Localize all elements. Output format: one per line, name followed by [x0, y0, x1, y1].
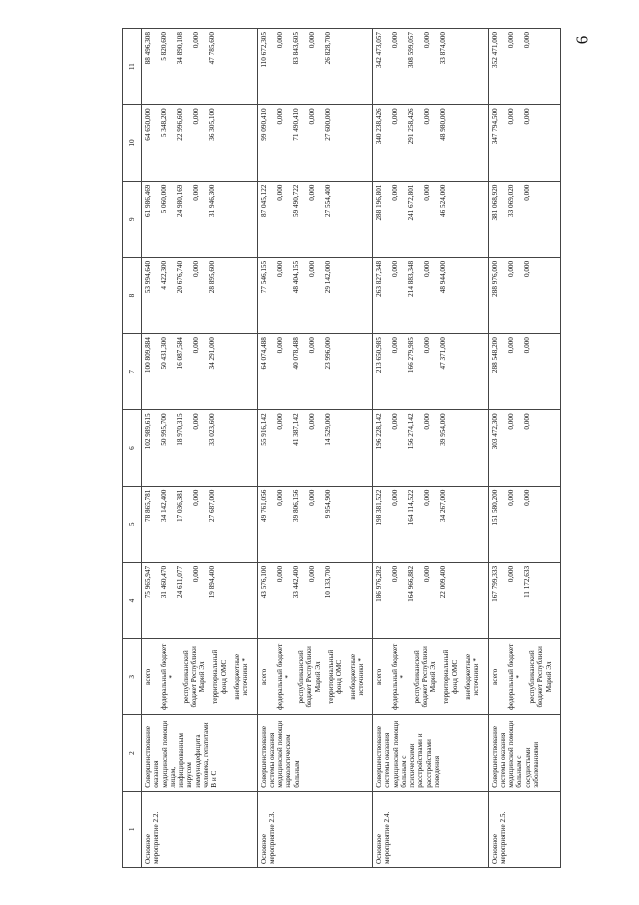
amount-column-7 [373, 334, 489, 410]
amount-value: 151 580,200 [490, 489, 499, 526]
amount-value: 0,000 [307, 565, 316, 583]
amount-value: 78 865,781 [144, 489, 152, 523]
header-row [123, 29, 142, 868]
amount-value: 24 980,169 [176, 184, 184, 217]
amount-column-9 [373, 181, 489, 257]
amount-value: 0,000 [391, 337, 400, 354]
event-description: Совершенствование системы оказания медицинской помощи наркологическим больным [257, 715, 373, 791]
amount-value: 352 471,000 [490, 32, 499, 68]
funding-source-label: территориальный фонд ОМС [326, 649, 344, 704]
amount-value: 64 650,000 [144, 108, 152, 141]
amount-value: 0,000 [275, 337, 284, 354]
amount-value: 0,000 [192, 489, 200, 506]
amount-value: 0,000 [506, 413, 515, 430]
amount-column-11 [488, 29, 560, 105]
amount-value: 17 036,381 [176, 489, 184, 523]
funding-sources [373, 639, 489, 715]
amount-value: 5 348,200 [160, 108, 168, 138]
amount-value: 27 600,000 [323, 108, 332, 141]
amount-value: 214 883,348 [407, 260, 416, 297]
funding-source-label: всего [144, 668, 152, 685]
amount-value: 11 172,633 [522, 565, 531, 599]
amount-value: 0,000 [307, 108, 316, 125]
amount-value: 110 672,305 [259, 32, 268, 68]
amount-value: 59 490,722 [291, 184, 300, 217]
amount-value: 64 074,488 [259, 337, 268, 370]
amount-column-11 [373, 29, 489, 105]
amount-value: 33 874,000 [439, 32, 448, 65]
amount-value: 39 806,156 [291, 489, 300, 523]
amount-value: 0,000 [423, 489, 432, 506]
amount-column-7 [488, 334, 560, 410]
amount-value: 196 228,142 [375, 413, 384, 450]
amount-column-8 [373, 257, 489, 333]
header-col-9: 9 [123, 181, 142, 257]
amount-value: 0,000 [307, 337, 316, 354]
funding-source-label: федеральный бюджет * [160, 643, 177, 710]
amount-value: 0,000 [506, 337, 515, 354]
amount-value: 0,000 [391, 260, 400, 278]
amount-column-8 [257, 257, 373, 333]
amount-value: 19 894,400 [208, 565, 216, 599]
amount-value: 27 554,400 [323, 184, 332, 217]
amount-value: 164 114,522 [407, 489, 416, 526]
amount-value: 34 890,108 [176, 32, 184, 65]
amount-value: 0,000 [307, 184, 316, 201]
amount-value: 156 274,142 [407, 413, 416, 450]
amount-value: 0,000 [192, 260, 200, 278]
amount-column-8 [488, 257, 560, 333]
amount-value: 71 490,410 [291, 108, 300, 141]
amount-value: 4 422,300 [160, 260, 168, 290]
event-description: Совершенствование системы оказания медицинской помощи больным с сосудистыми заболеваниями [488, 715, 560, 791]
amount-value: 0,000 [192, 565, 200, 583]
amount-value: 48 944,000 [439, 260, 448, 294]
amount-value: 0,000 [522, 413, 531, 430]
amount-value: 50 431,300 [160, 337, 168, 370]
amount-value: 288 548,200 [490, 337, 499, 374]
funding-source-label: территориальный фонд ОМС [211, 649, 228, 704]
rotated-table-sheet [122, 28, 553, 868]
amount-value: 0,000 [506, 108, 515, 125]
amount-column-4 [373, 562, 489, 638]
amount-column-6 [373, 410, 489, 486]
amount-value: 22 996,600 [176, 108, 184, 141]
funding-source-label: всего [375, 668, 384, 685]
funding-source-label: республиканский бюджет Республики Марий Эл [181, 646, 207, 708]
amount-value: 0,000 [506, 489, 515, 506]
amount-value: 53 994,640 [144, 260, 152, 294]
amount-value: 31 460,470 [160, 565, 168, 599]
amount-column-10 [142, 105, 258, 181]
amount-value: 0,000 [391, 184, 400, 201]
amount-value: 75 965,947 [144, 565, 152, 599]
amount-value: 0,000 [192, 413, 200, 430]
amount-value: 47 785,600 [208, 32, 216, 65]
amount-value: 166 279,985 [407, 337, 416, 374]
amount-value: 288 976,000 [490, 260, 499, 297]
amount-value: 342 473,057 [375, 32, 384, 68]
funding-sources [142, 639, 258, 715]
amount-column-8 [142, 257, 258, 333]
amount-value: 186 976,282 [375, 565, 384, 602]
amount-value: 43 576,100 [259, 565, 268, 599]
amount-value: 167 799,333 [490, 565, 499, 602]
amount-column-6 [142, 410, 258, 486]
amount-value: 308 599,057 [407, 32, 416, 68]
amount-column-10 [257, 105, 373, 181]
table-body [142, 29, 561, 868]
amount-value: 0,000 [391, 32, 400, 49]
amount-value: 9 954,900 [323, 489, 332, 519]
amount-value: 20 676,740 [176, 260, 184, 294]
amount-column-10 [488, 105, 560, 181]
funding-source-label: внебюджетные источники * [232, 653, 250, 700]
amount-value: 99 090,410 [259, 108, 268, 141]
funding-sources [488, 639, 560, 715]
amount-value: 0,000 [522, 489, 531, 506]
table-row [257, 29, 373, 868]
amount-value: 0,000 [307, 489, 316, 506]
amount-value: 34 142,400 [160, 489, 168, 523]
amount-column-5 [488, 486, 560, 562]
amount-value: 381 068,920 [490, 184, 499, 221]
amount-value: 34 267,000 [439, 489, 448, 523]
amount-column-7 [142, 334, 258, 410]
amount-value: 36 305,100 [208, 108, 216, 141]
amount-column-9 [142, 181, 258, 257]
amount-value: 241 672,801 [407, 184, 416, 221]
amount-value: 0,000 [275, 260, 284, 278]
funding-source-label: республиканский бюджет Республики Марий Эл [528, 646, 553, 708]
amount-value: 288 196,801 [375, 184, 384, 221]
amount-value: 87 045,122 [259, 184, 268, 217]
amount-value: 40 078,488 [291, 337, 300, 370]
amount-value: 0,000 [506, 32, 515, 49]
amount-value: 303 472,300 [490, 413, 499, 450]
header-col-5: 5 [123, 486, 142, 562]
amount-value: 49 761,056 [259, 489, 268, 523]
event-name: Основное мероприятие 2.5. [488, 791, 560, 867]
funding-source-label: федеральный бюджет * [275, 643, 292, 710]
header-col-10: 10 [123, 105, 142, 181]
event-name: Основное мероприятие 2.4. [373, 791, 489, 867]
amount-value: 0,000 [275, 108, 284, 125]
amount-value: 33 023,600 [208, 413, 216, 446]
amount-value: 28 895,600 [208, 260, 216, 294]
amount-column-5 [257, 486, 373, 562]
amount-value: 0,000 [275, 413, 284, 430]
amount-value: 47 371,000 [439, 337, 448, 370]
amount-column-4 [142, 562, 258, 638]
amount-value: 0,000 [522, 184, 531, 201]
amount-column-7 [257, 334, 373, 410]
event-description: Совершенствование системы оказания медицинской помощи больным с психическими расстройствами и расстройствами поведения [373, 715, 489, 791]
event-name: Основное мероприятие 2.3. [257, 791, 373, 867]
amount-column-6 [257, 410, 373, 486]
amount-value: 0,000 [391, 108, 400, 125]
amount-value: 0,000 [391, 413, 400, 430]
amount-value: 26 828,700 [323, 32, 332, 65]
amount-value: 0,000 [423, 413, 432, 430]
amount-value: 5 060,000 [160, 184, 168, 214]
amount-value: 31 946,300 [208, 184, 216, 217]
event-name: Основное мероприятие 2.2. [142, 791, 258, 867]
amount-value: 100 809,884 [144, 337, 152, 374]
amount-value: 0,000 [423, 337, 432, 354]
amount-value: 0,000 [423, 260, 432, 278]
amount-value: 0,000 [522, 337, 531, 354]
amount-value: 18 970,315 [176, 413, 184, 446]
amount-value: 0,000 [275, 489, 284, 506]
funding-source-label: внебюджетные источники * [464, 653, 481, 700]
funding-source-label: республиканский бюджет Республики Марий Эл [412, 646, 438, 708]
header-col-11: 11 [123, 29, 142, 105]
amount-value: 16 087,584 [176, 337, 184, 370]
amount-value: 0,000 [391, 489, 400, 506]
header-col-4: 4 [123, 562, 142, 638]
amount-column-4 [257, 562, 373, 638]
amount-value: 0,000 [192, 337, 200, 354]
header-col-1: 1 [123, 791, 142, 867]
amount-value: 0,000 [307, 32, 316, 49]
amount-value: 22 009,400 [439, 565, 448, 599]
amount-column-11 [257, 29, 373, 105]
header-col-3: 3 [123, 639, 142, 715]
amount-column-5 [142, 486, 258, 562]
amount-value: 27 687,000 [208, 489, 216, 523]
amount-value: 0,000 [522, 108, 531, 125]
amount-value: 14 529,000 [323, 413, 332, 446]
amount-value: 34 291,000 [208, 337, 216, 370]
amount-value: 0,000 [423, 565, 432, 583]
funding-sources [257, 639, 373, 715]
amount-value: 33 442,400 [291, 565, 300, 599]
amount-column-5 [373, 486, 489, 562]
amount-value: 61 986,469 [144, 184, 152, 217]
amount-value: 33 069,020 [506, 184, 515, 217]
header-col-6: 6 [123, 410, 142, 486]
amount-value: 41 387,142 [291, 413, 300, 446]
amount-value: 198 381,522 [375, 489, 384, 526]
page-number: 6 [572, 35, 592, 45]
funding-source-label: республиканский бюджет Республики Марий Эл [297, 646, 322, 708]
event-description: Совершенствование оказания медицинской помощи лицам, инфицированным вирусом иммунодефицита человека, гепатитами В и С [142, 715, 258, 791]
amount-value: 23 996,000 [323, 337, 332, 370]
amount-column-4 [488, 562, 560, 638]
funding-source-label: внебюджетные источники * [348, 653, 365, 700]
funding-source-label: федеральный бюджет * [391, 643, 408, 710]
amount-column-9 [488, 181, 560, 257]
amount-column-11 [142, 29, 258, 105]
amount-value: 0,000 [506, 565, 515, 583]
header-col-8: 8 [123, 257, 142, 333]
header-col-7: 7 [123, 334, 142, 410]
amount-value: 263 827,348 [375, 260, 384, 297]
amount-value: 0,000 [275, 32, 284, 49]
table-row [373, 29, 489, 868]
funding-source-label: всего [259, 668, 268, 685]
amount-value: 24 611,077 [176, 565, 184, 599]
amount-value: 0,000 [307, 260, 316, 278]
amount-column-9 [257, 181, 373, 257]
amount-value: 77 546,155 [259, 260, 268, 294]
amount-value: 0,000 [522, 32, 531, 49]
amount-value: 213 650,985 [375, 337, 384, 374]
amount-value: 102 989,615 [144, 413, 152, 450]
amount-value: 0,000 [391, 565, 400, 583]
table-row [488, 29, 560, 868]
amount-value: 46 524,000 [439, 184, 448, 217]
amount-value: 48 404,155 [291, 260, 300, 294]
amount-value: 0,000 [506, 260, 515, 278]
table-row [142, 29, 258, 868]
amount-value: 50 995,700 [160, 413, 168, 446]
amount-column-10 [373, 105, 489, 181]
amount-value: 0,000 [423, 108, 432, 125]
amount-value: 5 820,600 [160, 32, 168, 61]
amount-value: 0,000 [192, 184, 200, 201]
amount-value: 0,000 [423, 32, 432, 49]
amount-value: 0,000 [275, 184, 284, 201]
amount-column-6 [488, 410, 560, 486]
funding-table [122, 28, 561, 868]
amount-value: 48 980,000 [439, 108, 448, 141]
amount-value: 0,000 [307, 413, 316, 430]
funding-source-label: всего [490, 668, 499, 685]
amount-value: 55 916,142 [259, 413, 268, 446]
funding-source-label: территориальный фонд ОМС [442, 649, 459, 704]
amount-value: 10 133,700 [323, 565, 332, 599]
amount-value: 29 142,000 [323, 260, 332, 294]
amount-value: 340 238,426 [375, 108, 384, 145]
amount-value: 347 794,500 [490, 108, 499, 145]
amount-value: 0,000 [522, 260, 531, 278]
amount-value: 291 258,426 [407, 108, 416, 145]
amount-value: 0,000 [192, 108, 200, 125]
amount-value: 39 954,000 [439, 413, 448, 446]
amount-value: 0,000 [192, 32, 200, 49]
amount-value: 164 966,882 [407, 565, 416, 602]
amount-value: 0,000 [423, 184, 432, 201]
header-col-2: 2 [123, 715, 142, 791]
amount-value: 83 843,605 [291, 32, 300, 65]
amount-value: 0,000 [275, 565, 284, 583]
funding-source-label: федеральный бюджет * [506, 643, 523, 710]
amount-value: 88 496,308 [144, 32, 152, 65]
